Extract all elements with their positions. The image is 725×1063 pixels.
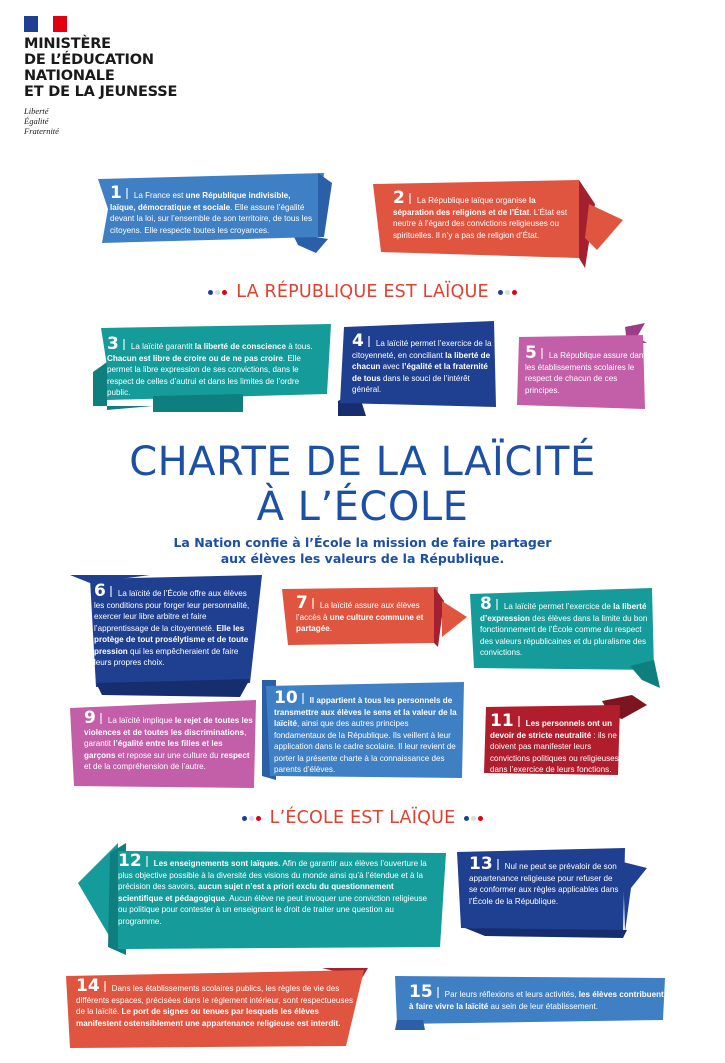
article-text: [118, 853, 438, 927]
separator-bar-icon: [110, 586, 112, 597]
separator-bar-icon: [126, 188, 128, 199]
article-number: 4: [352, 331, 364, 351]
separator-bar-icon: [146, 856, 148, 867]
article-number: 5: [525, 343, 537, 363]
separator-bar-icon: [302, 693, 304, 704]
article-text-bold: Les enseignements sont laïques.: [153, 859, 281, 868]
article-text-bold: l’égalité et la fraternité de tous: [352, 362, 488, 383]
article-text-bold: les élèves contribuent à faire vivre la laïcité: [409, 990, 664, 1011]
article-text-regular: . Aucun élève ne peut invoquer une conviction religieuse ou politique pour contester à un enseignant le droit de traiter une question au programme.: [118, 893, 428, 926]
tricolor-dots-icon: [207, 282, 228, 302]
article-card-1: [92, 173, 332, 253]
article-card-11: [482, 695, 647, 775]
separator-bar-icon: [368, 336, 370, 347]
article-number: 11: [490, 711, 514, 731]
article-number: 10: [274, 688, 298, 708]
article-card-8: [470, 588, 660, 688]
article-card-3: [93, 322, 333, 412]
article-card-9: [70, 700, 260, 792]
article-text-bold: l’égalité entre les filles et les garçons: [84, 739, 223, 760]
article-card-5: [515, 323, 655, 413]
ministry-line: NATIONALE: [24, 68, 115, 84]
article-text-bold: Elle les protège de tout prosélytisme et de toute pression: [94, 623, 249, 656]
article-text-regular: La laïcité de l’École offre aux élèves les conditions pour forger leur personnalité, exercer leur libre arbitre et faire l’apprentissage de la citoyenneté.: [94, 589, 250, 633]
article-text-regular: et repose sur une culture du: [115, 750, 221, 760]
article-text-bold: une culture commune et partagée: [296, 613, 424, 634]
separator-bar-icon: [123, 339, 125, 350]
article-text-bold: la séparation des religions et de l’État: [393, 196, 536, 217]
section-title-republique: [0, 282, 725, 302]
article-text-regular: , garantit: [84, 728, 247, 749]
article-text-regular: La République laïque organise: [416, 196, 529, 205]
ministry-name: [24, 36, 177, 100]
article-text-regular: La laïcité implique: [107, 716, 175, 725]
article-text-bold: Chacun est libre de croire ou de ne pas croire: [107, 354, 283, 363]
marianne-flag-icon: [24, 16, 67, 32]
article-text: [469, 856, 619, 907]
subtitle-line-1: La Nation confie à l’École la mission de faire partager: [173, 535, 552, 550]
article-card-15: [395, 974, 667, 1030]
article-text-bold: le rejet de toutes les violences et de toutes les discriminations: [84, 716, 253, 737]
article-text-bold: la liberté de chacun: [352, 351, 491, 372]
article-card-14: [62, 968, 370, 1050]
article-number: 1: [110, 183, 122, 203]
article-text-regular: La laïcité permet l’exercice de la citoyenneté, en conciliant: [352, 339, 492, 360]
article-card-10: [262, 680, 467, 780]
article-card-4: [338, 321, 498, 416]
article-text: [409, 984, 664, 1012]
article-text: [296, 595, 436, 635]
article-text: [525, 345, 650, 396]
article-card-7: [282, 587, 467, 647]
article-card-12: [78, 843, 446, 955]
article-text-regular: au sein de leur établissement.: [488, 1002, 598, 1011]
motto-line: Liberté: [24, 106, 49, 116]
page-title: [0, 440, 725, 530]
article-number: 13: [469, 854, 493, 874]
article-text-regular: . Elle assure l’égalité devant la loi, sur l’ensemble de son territoire, de tous les citoyens. Elle respecte toutes les croyances.: [110, 203, 312, 235]
article-text-bold: respect: [220, 750, 250, 760]
article-text: [76, 978, 356, 1029]
article-number: 7: [296, 593, 308, 613]
article-text-regular: à tous.: [286, 342, 313, 351]
article-text-regular: , ainsi que des autres principes fondamentaux de la République. Ils veillent à leur application dans le cadre scolaire. Il leur revient de porter la présente charte à la connaissance des parents d’élèves.: [274, 719, 456, 775]
article-text: [110, 185, 318, 236]
article-number: 3: [107, 334, 119, 354]
article-text: [107, 336, 322, 399]
article-text-regular: La laïcité assure aux élèves l’accès à: [296, 601, 420, 622]
article-text-bold: la liberté de conscience: [194, 342, 287, 351]
title-line-2: À L’ÉCOLE: [256, 484, 469, 530]
article-text-regular: dans le souci de l’intérêt général.: [352, 373, 470, 395]
section-title-text: LA RÉPUBLIQUE EST LAÏQUE: [236, 282, 489, 302]
separator-bar-icon: [497, 859, 499, 870]
title-line-1: CHARTE DE LA LAÏCITÉ: [129, 439, 596, 485]
article-number: 6: [94, 581, 106, 601]
article-text-regular: La laïcité garantit: [130, 342, 195, 351]
article-text-regular: : ils ne doivent pas manifester leurs convictions politiques ou religieuses dans l’exercice de leurs fonctions.: [490, 731, 619, 775]
separator-bar-icon: [496, 599, 498, 610]
article-text-regular: Par leurs réflexions et leurs activités,: [444, 990, 579, 999]
article-text-bold: Le port de signes ou tenues par lesquels les élèves manifestent ostensiblement une appartenance religieuse est interdit.: [76, 1007, 341, 1028]
motto: [24, 106, 177, 136]
motto-line: Égalité: [24, 116, 49, 126]
separator-bar-icon: [437, 987, 439, 998]
separator-bar-icon: [312, 598, 314, 609]
motto-line: Fraternité: [24, 126, 59, 136]
article-text: [84, 710, 254, 773]
separator-bar-icon: [100, 713, 102, 724]
article-text-regular: .: [329, 624, 332, 634]
article-text: [480, 596, 655, 659]
article-text-regular: des élèves dans la limite du bon fonctionnement de l’École comme du respect des valeurs républicaines et du pluralisme des convictions.: [480, 614, 648, 658]
separator-bar-icon: [518, 716, 520, 727]
article-number: 8: [480, 594, 492, 614]
article-text: [393, 190, 578, 241]
article-text: [352, 333, 492, 396]
article-card-13: [455, 848, 650, 938]
ministry-line: ET DE LA JEUNESSE: [24, 84, 178, 100]
section-title-ecole: [0, 808, 725, 828]
ministry-line: DE L’ÉDUCATION: [24, 52, 154, 68]
article-text: [274, 690, 462, 775]
article-text-regular: La France est: [133, 191, 186, 200]
article-number: 12: [118, 851, 142, 871]
article-text-bold: aucun sujet n’est a priori exclu du questionnement scientifique et pédagogique: [118, 882, 394, 903]
ministry-line: MINISTÈRE: [24, 36, 111, 52]
article-text-regular: Nul ne peut se prévaloir de son appartenance religieuse pour refuser de se conformer aux règles applicables dans l’École de la République.: [469, 862, 619, 906]
ministry-logo: [24, 16, 177, 136]
article-number: 14: [76, 976, 100, 996]
separator-bar-icon: [541, 348, 543, 359]
article-card-6: [70, 575, 265, 697]
article-text: [94, 583, 254, 668]
section-title-text: L’ÉCOLE EST LAÏQUE: [269, 808, 456, 828]
page-subtitle: [0, 535, 725, 567]
article-text-bold: Les personnels ont un devoir de stricte neutralité: [490, 719, 613, 740]
subtitle-line-2: aux élèves les valeurs de la République.: [220, 551, 505, 566]
article-text-bold: Il appartient à tous les personnels de transmettre aux élèves le sens et la valeur de la laïcité: [274, 696, 457, 729]
article-text-regular: Afin de garantir aux élèves l’ouverture la plus objective possible à la diversité des visions du monde ainsi qu’à l’étendue et à la précision des savoirs,: [118, 859, 427, 892]
article-text-regular: qui les empêcheraient de faire leurs propres choix.: [94, 646, 239, 668]
separator-bar-icon: [409, 193, 411, 204]
article-text-regular: La République assure dans les établissements scolaires le respect de chacun de ces principes.: [525, 351, 648, 395]
article-text-regular: La laïcité permet l’exercice de: [503, 602, 614, 611]
separator-bar-icon: [104, 981, 106, 992]
article-text-regular: Dans les établissements scolaires publics, les règles de vie des différents espaces, précisées dans le règlement intérieur, sont respectueuses de la laïcité.: [76, 984, 353, 1017]
article-text-regular: . Elle permet la libre expression de ses convictions, dans le respect de celles d’autrui et dans les limites de l’ordre public.: [107, 354, 301, 398]
article-text-bold: une République indivisible, laïque, démocratique et sociale: [110, 191, 291, 212]
article-text: [490, 713, 630, 776]
article-number: 2: [393, 188, 405, 208]
article-text-regular: . L’État est neutre à l’égard des convictions religieuses ou spirituelles. Il n’y a pas de religion d’État.: [393, 208, 568, 240]
article-card-2: [373, 178, 623, 270]
tricolor-dots-icon: [463, 808, 484, 828]
article-text-regular: et de la compréhension de l’autre.: [84, 762, 206, 772]
article-text-regular: avec: [380, 362, 402, 372]
article-text-bold: la liberté d’expression: [480, 602, 647, 623]
article-number: 15: [409, 982, 433, 1002]
tricolor-dots-icon: [497, 282, 518, 302]
article-number: 9: [84, 708, 96, 728]
tricolor-dots-icon: [241, 808, 262, 828]
